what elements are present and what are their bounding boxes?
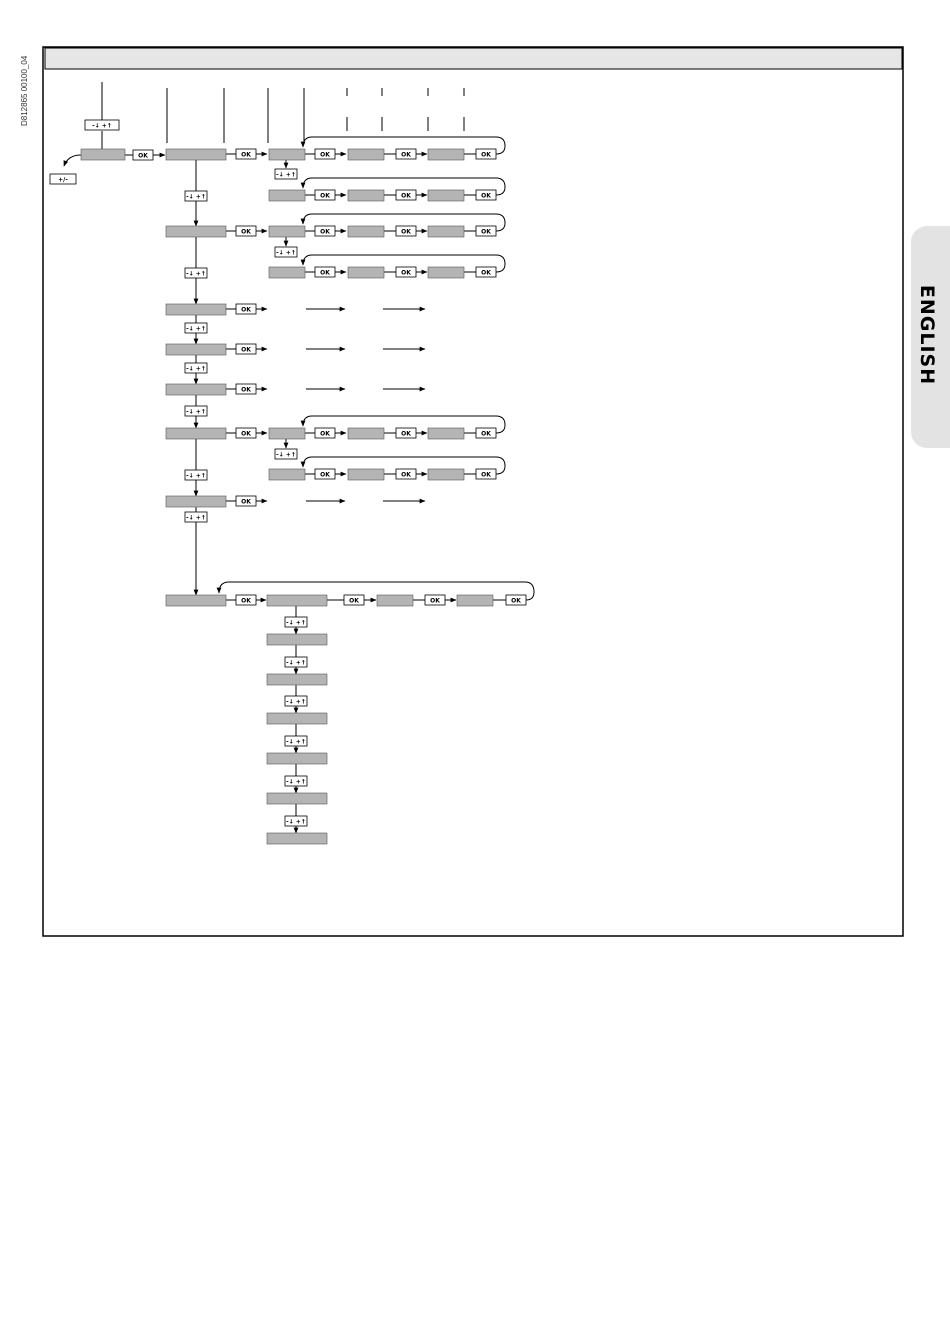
loop-connector (64, 155, 81, 166)
menu-item-box (166, 384, 226, 395)
menu-item-box (377, 595, 413, 606)
menu-item-box (428, 149, 464, 160)
menu-item-box (267, 634, 327, 645)
updown-key-icon[interactable] (285, 696, 307, 706)
svg-text:OK: OK (320, 192, 330, 200)
svg-text:-↓ +↑: -↓ +↑ (286, 698, 306, 706)
menu-item-box (166, 428, 226, 439)
svg-text:OK: OK (320, 151, 330, 159)
svg-text:-↓ +↑: -↓ +↑ (186, 408, 206, 416)
svg-text:-↓ +↑: -↓ +↑ (92, 122, 112, 130)
svg-text:+/-: +/- (58, 176, 68, 184)
menu-item-box (428, 469, 464, 480)
svg-text:-↓ +↑: -↓ +↑ (186, 472, 206, 480)
updown-key-icon[interactable] (85, 120, 119, 130)
menu-item-box (267, 595, 327, 606)
menu-item-box (457, 595, 493, 606)
svg-text:-↓ +↑: -↓ +↑ (286, 738, 306, 746)
ok-key-icon[interactable] (236, 149, 256, 159)
menu-item-box (267, 793, 327, 804)
menu-item-box (348, 226, 384, 237)
menu-item-box (269, 226, 305, 237)
ok-key-icon[interactable] (236, 496, 256, 506)
updown-key-icon[interactable] (285, 776, 307, 786)
menu-item-box (348, 190, 384, 201)
menu-item-box (428, 267, 464, 278)
ok-key-icon[interactable] (476, 428, 496, 438)
svg-text:OK: OK (401, 228, 411, 236)
svg-text:OK: OK (481, 269, 491, 277)
svg-text:OK: OK (320, 269, 330, 277)
ok-key-icon[interactable] (396, 226, 416, 236)
ok-key-icon[interactable] (396, 267, 416, 277)
header-bar (45, 48, 902, 69)
svg-text:OK: OK (430, 597, 440, 605)
svg-text:OK: OK (401, 430, 411, 438)
svg-text:OK: OK (481, 151, 491, 159)
ok-key-icon[interactable] (476, 226, 496, 236)
svg-text:OK: OK (241, 346, 251, 354)
ok-key-icon[interactable] (476, 469, 496, 479)
menu-item-box (269, 469, 305, 480)
ok-key-icon[interactable] (506, 595, 526, 605)
ok-key-icon[interactable] (396, 428, 416, 438)
svg-text:-↓ +↑: -↓ +↑ (276, 171, 296, 179)
ok-key-icon[interactable] (396, 190, 416, 200)
svg-text:OK: OK (241, 386, 251, 394)
updown-key-icon[interactable] (185, 470, 207, 480)
svg-text:-↓ +↑: -↓ +↑ (276, 451, 296, 459)
svg-text:OK: OK (241, 306, 251, 314)
menu-item-box (267, 713, 327, 724)
menu-item-box (348, 469, 384, 480)
ok-key-icon[interactable] (236, 595, 256, 605)
svg-text:OK: OK (241, 228, 251, 236)
svg-text:OK: OK (401, 151, 411, 159)
menu-item-box (348, 149, 384, 160)
menu-item-box (269, 190, 305, 201)
ok-key-icon[interactable] (315, 267, 335, 277)
ok-key-icon[interactable] (315, 149, 335, 159)
ok-key-icon[interactable] (315, 226, 335, 236)
ok-key-icon[interactable] (476, 149, 496, 159)
menu-item-box (166, 226, 226, 237)
ok-key-icon[interactable] (236, 428, 256, 438)
menu-item-box (428, 428, 464, 439)
ok-key-icon[interactable] (236, 304, 256, 314)
svg-text:OK: OK (481, 471, 491, 479)
svg-text:-↓ +↑: -↓ +↑ (286, 619, 306, 627)
diagram-frame (43, 47, 903, 936)
updown-key-icon[interactable] (185, 406, 207, 416)
menu-item-box (269, 428, 305, 439)
menu-item-box (166, 595, 226, 606)
svg-text:-↓ +↑: -↓ +↑ (186, 270, 206, 278)
updown-key-icon[interactable] (275, 247, 297, 257)
menu-item-box (81, 149, 125, 160)
menu-item-box (428, 226, 464, 237)
updown-key-icon[interactable] (285, 657, 307, 667)
svg-text:OK: OK (481, 192, 491, 200)
ok-key-icon[interactable] (396, 469, 416, 479)
svg-text:-↓ +↑: -↓ +↑ (186, 365, 206, 373)
menu-item-box (348, 428, 384, 439)
ok-key-icon[interactable] (236, 384, 256, 394)
ok-key-icon[interactable] (315, 428, 335, 438)
svg-text:OK: OK (241, 597, 251, 605)
svg-text:-↓ +↑: -↓ +↑ (276, 249, 296, 257)
updown-key-icon[interactable] (275, 449, 297, 459)
plusminus-key-icon[interactable] (50, 174, 76, 184)
svg-text:OK: OK (511, 597, 521, 605)
ok-key-icon[interactable] (315, 469, 335, 479)
svg-text:-↓ +↑: -↓ +↑ (186, 514, 206, 522)
updown-key-icon[interactable] (185, 512, 207, 522)
svg-text:OK: OK (138, 152, 148, 160)
menu-item-box (269, 267, 305, 278)
svg-text:-↓ +↑: -↓ +↑ (286, 778, 306, 786)
updown-key-icon[interactable] (285, 736, 307, 746)
svg-text:OK: OK (349, 597, 359, 605)
ok-key-icon[interactable] (476, 267, 496, 277)
menu-item-box (428, 190, 464, 201)
svg-text:-↓ +↑: -↓ +↑ (286, 818, 306, 826)
menu-item-box (166, 344, 226, 355)
svg-text:OK: OK (481, 430, 491, 438)
ok-key-icon[interactable] (476, 190, 496, 200)
updown-key-icon[interactable] (185, 363, 207, 373)
ok-key-icon[interactable] (236, 226, 256, 236)
document-code: D812865 00100_04 (20, 55, 29, 126)
language-label: ENGLISH (916, 284, 938, 386)
svg-text:-↓ +↑: -↓ +↑ (286, 659, 306, 667)
ok-key-icon[interactable] (344, 595, 364, 605)
menu-item-box (166, 496, 226, 507)
updown-key-icon[interactable] (185, 323, 207, 333)
svg-text:OK: OK (320, 471, 330, 479)
updown-key-icon[interactable] (185, 268, 207, 278)
svg-text:OK: OK (241, 498, 251, 506)
updown-key-icon[interactable] (275, 169, 297, 179)
ok-key-icon[interactable] (396, 149, 416, 159)
svg-text:OK: OK (401, 471, 411, 479)
svg-text:OK: OK (241, 430, 251, 438)
svg-text:OK: OK (401, 192, 411, 200)
menu-item-box (166, 149, 226, 160)
svg-text:-↓ +↑: -↓ +↑ (186, 193, 206, 201)
svg-text:OK: OK (481, 228, 491, 236)
menu-item-box (269, 149, 305, 160)
svg-text:OK: OK (320, 430, 330, 438)
updown-key-icon[interactable] (185, 191, 207, 201)
svg-text:-↓ +↑: -↓ +↑ (186, 325, 206, 333)
menu-item-box (267, 833, 327, 844)
ok-key-icon[interactable] (315, 190, 335, 200)
ok-key-icon[interactable] (236, 344, 256, 354)
svg-text:OK: OK (320, 228, 330, 236)
svg-text:OK: OK (401, 269, 411, 277)
menu-item-box (267, 753, 327, 764)
menu-item-box (267, 674, 327, 685)
svg-text:OK: OK (241, 151, 251, 159)
menu-item-box (166, 304, 226, 315)
updown-key-icon[interactable] (285, 816, 307, 826)
updown-key-icon[interactable] (285, 617, 307, 627)
ok-key-icon[interactable] (425, 595, 445, 605)
ok-key-icon[interactable] (133, 150, 153, 160)
menu-item-box (348, 267, 384, 278)
